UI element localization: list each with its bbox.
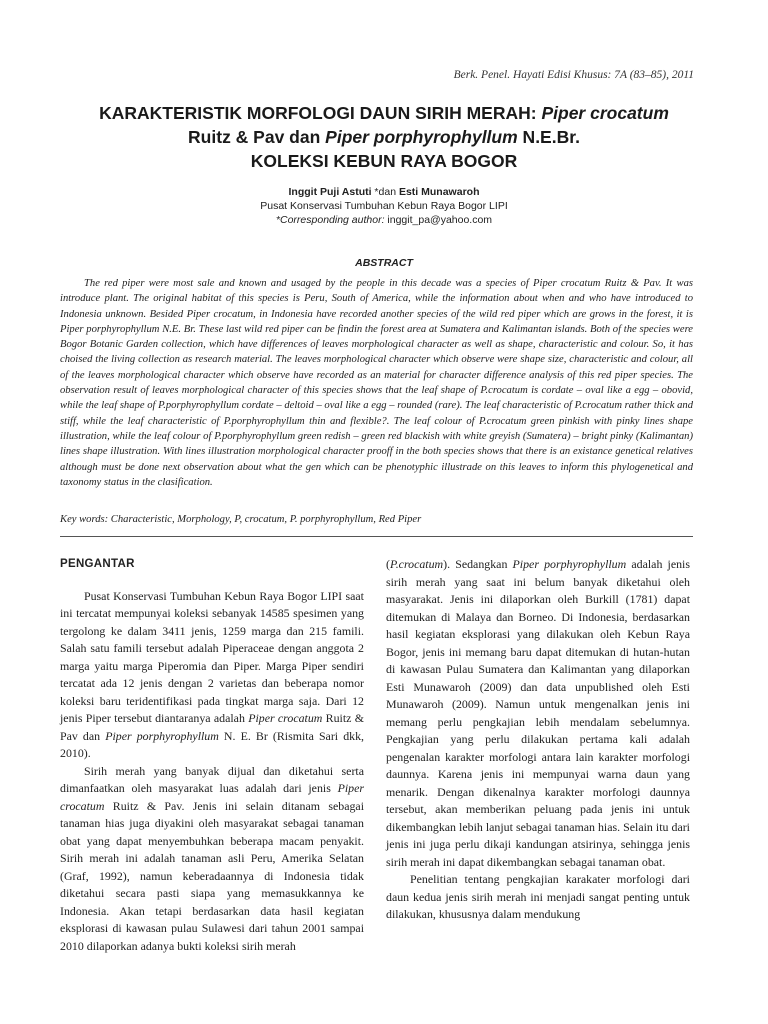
abstract-heading: ABSTRACT (355, 257, 413, 269)
author-2: Esti Munawaroh (398, 186, 480, 198)
journal-citation: Berk. Penel. Hayati Edisi Khusus: 7A (83–85), 2011 (453, 69, 694, 81)
affiliation: Pusat Konservasi Tumbuhan Kebun Raya Bogor LIPI (260, 200, 508, 212)
corresponding-email: inggit_pa@yahoo.com (384, 214, 493, 226)
paragraph: Pusat Konservasi Tumbuhan Kebun Raya Bogor LIPI saat ini tercatat mempunyai koleksi sebanyak 14585 spesimen yang tergolong ke dalam 3411 jenis, 1259 marga dan 215 famili. Salah satu famili tersebut adalah Piperaceae dengan anggota 2 marga yaitu marga Piperomia dan Piper. Marga Piper sendiri tercatat ada 12 jenis dengan 2 varietas dan beberapa nomor koleksi baru teridentifikasi pada tingkat marga saja. Dari 12 jenis Piper tersebut diantaranya adalah Piper crocatum Ruitz & Pav dan Piper porphyrophyllum N. E. Br (Rismita Sari dkk, 2010). (60, 588, 365, 760)
paper-title (40, 101, 728, 173)
corresponding-author: *Corresponding author: inggit_pa@yahoo.com (275, 214, 493, 226)
author-block (0, 185, 768, 227)
author-names: Inggit Puji Astuti *dan Esti Munawaroh (288, 186, 480, 198)
paragraph: (P.crocatum). Sedangkan Piper porphyrophyllum adalah jenis sirih merah yang saat ini belum banyak diketahui oleh masyarakat. Jenis ini dilaporkan oleh Burkill (1781) dapat ditemukan di Malaya dan Borneo. Di Indonesia, berdasarkan hasil kegiatan eksplorasi yang dilakukan oleh Kebun Raya Bogor, jenis ini memang baru dapat ditemukan di hutan-hutan di kawasan Pulau Sumatera dan Kalimantan yang dilaporkan Esti Munawaroh (2009) dan data unpublished oleh Esti Munawaroh (2009). Namun untuk mengenalkan jenis ini memang perlu pengkajian lebih mendalam sebelumnya. Pengkajian yang perlu dilakukan pertama kali adalah pengenalan karakter morfologi antara lain karakter morfologi daunnya. Karena jenis ini mempunyai warna daun yang menarik. Dengan dikenalnya karakter morfologi daunnya tersebut, akan memberikan peluang pada jenis ini untuk dikembangkan lebih lanjut sebagai tanaman hias. Selain itu dari jenis ini juga perlu dikaji kandungan atsirinya, sehingga jenis sirih merah ini dapat dikembangkan sebagai tanaman obat. (386, 557, 690, 869)
section-heading-pengantar: PENGANTAR (60, 558, 135, 570)
paragraph: Penelitian tentang pengkajian karakater morfologi dari daun kedua jenis sirih merah ini menjadi sangat penting untuk dilakukan, khususnya dalam mendukung (386, 872, 690, 921)
title-line-2: Ruitz & Pav dan Piper porphyrophyllum N.E.Br. (188, 127, 580, 147)
section-divider (60, 536, 693, 537)
paragraph: Sirih merah yang banyak dijual dan diketahui serta dimanfaatkan oleh masyarakat luas adalah dari jenis Piper crocatum Ruitz & Pav. Jenis ini selain ditanam sebagai tanaman hias juga diyakini oleh masyarakat sebagai tanaman obat yang dapat menyembuhkan beberapa macam penyakit. Sirih merah ini adalah tanaman asli Peru, Amerika Selatan (Graf, 1992), namun keberadaannya di Indonesia tidak diketahui secara pasti siapa yang memasukkannya ke Indonesia. Akan tetapi berdasarkan data hasil kegiatan eksplorasi di kawasan pulau Sulawesi dari tahun 2001 sampai 2010 dilaporkan adanya bukti koleksi sirih merah (60, 763, 364, 953)
title-line-1: KARAKTERISTIK MORFOLOGI DAUN SIRIH MERAH: Piper crocatum (99, 103, 669, 123)
author-1: Inggit Puji Astuti (288, 186, 372, 198)
left-column (60, 556, 364, 955)
title-line-3: KOLEKSI KEBUN RAYA BOGOR (250, 151, 518, 171)
keywords: Key words: Characteristic, Morphology, P, crocatum, P. porphyrophyllum, Red Piper (60, 514, 422, 525)
right-column (386, 556, 690, 924)
abstract-body: The red piper were most sale and known and usaged by the people in this decade was a species of Piper crocatum Ruitz & Pav. It was introduce plant. The original habitat of this species is Peru, South of America, while the information about when and who have introduced to Indonesia unknown. Besided Piper crocatum, in Indonesia have recorded another species of the wild red piper which are grows in the forest, it is Piper porphyrophyllum N.E. Br. These last wild red piper can be findin the forest area at Sumatera and Kalimantan islands. Both of the species were Bogor Botanic Garden collection, which have differences of leaves morphological character as well as shape, characteristic and colour. So, it has choised the living collection as research material. The leaves morphological character which observe were shape size, characteristic and colour, all of the leaves morphological character which observe have recorded as an material for character difference analysis of this red piper species. The observation result of leaves morphological character of this species shows that the leaf shape of P.crocatum is cordate – oval like a egg – obovid, while the leaf shape of P.porphyrophyllum cordate – deltoid – oval like a egg – rounded (rare). The leaf characteristic of P.crocatum rather thick and stiff, while the leaf characteristic of P.porphyrophyllum thin and flexible?. The leaf colour of P.crocatum green pinkish with pinky lines shape illustration, while the leaf colour of P.porphyrophyllum green redish – green red blackish with white greyish (Sumatera) – bright pinky (Kalimantan) lines shape illustration. With lines illustration morphological character prooff in the both species shows that there is an existance genetical relatives although must be done next observation about what the gen which can be phenotyphic illustrade on this leaves to inform this phylogenetical and taxonomy status in the clasification. (60, 278, 693, 488)
